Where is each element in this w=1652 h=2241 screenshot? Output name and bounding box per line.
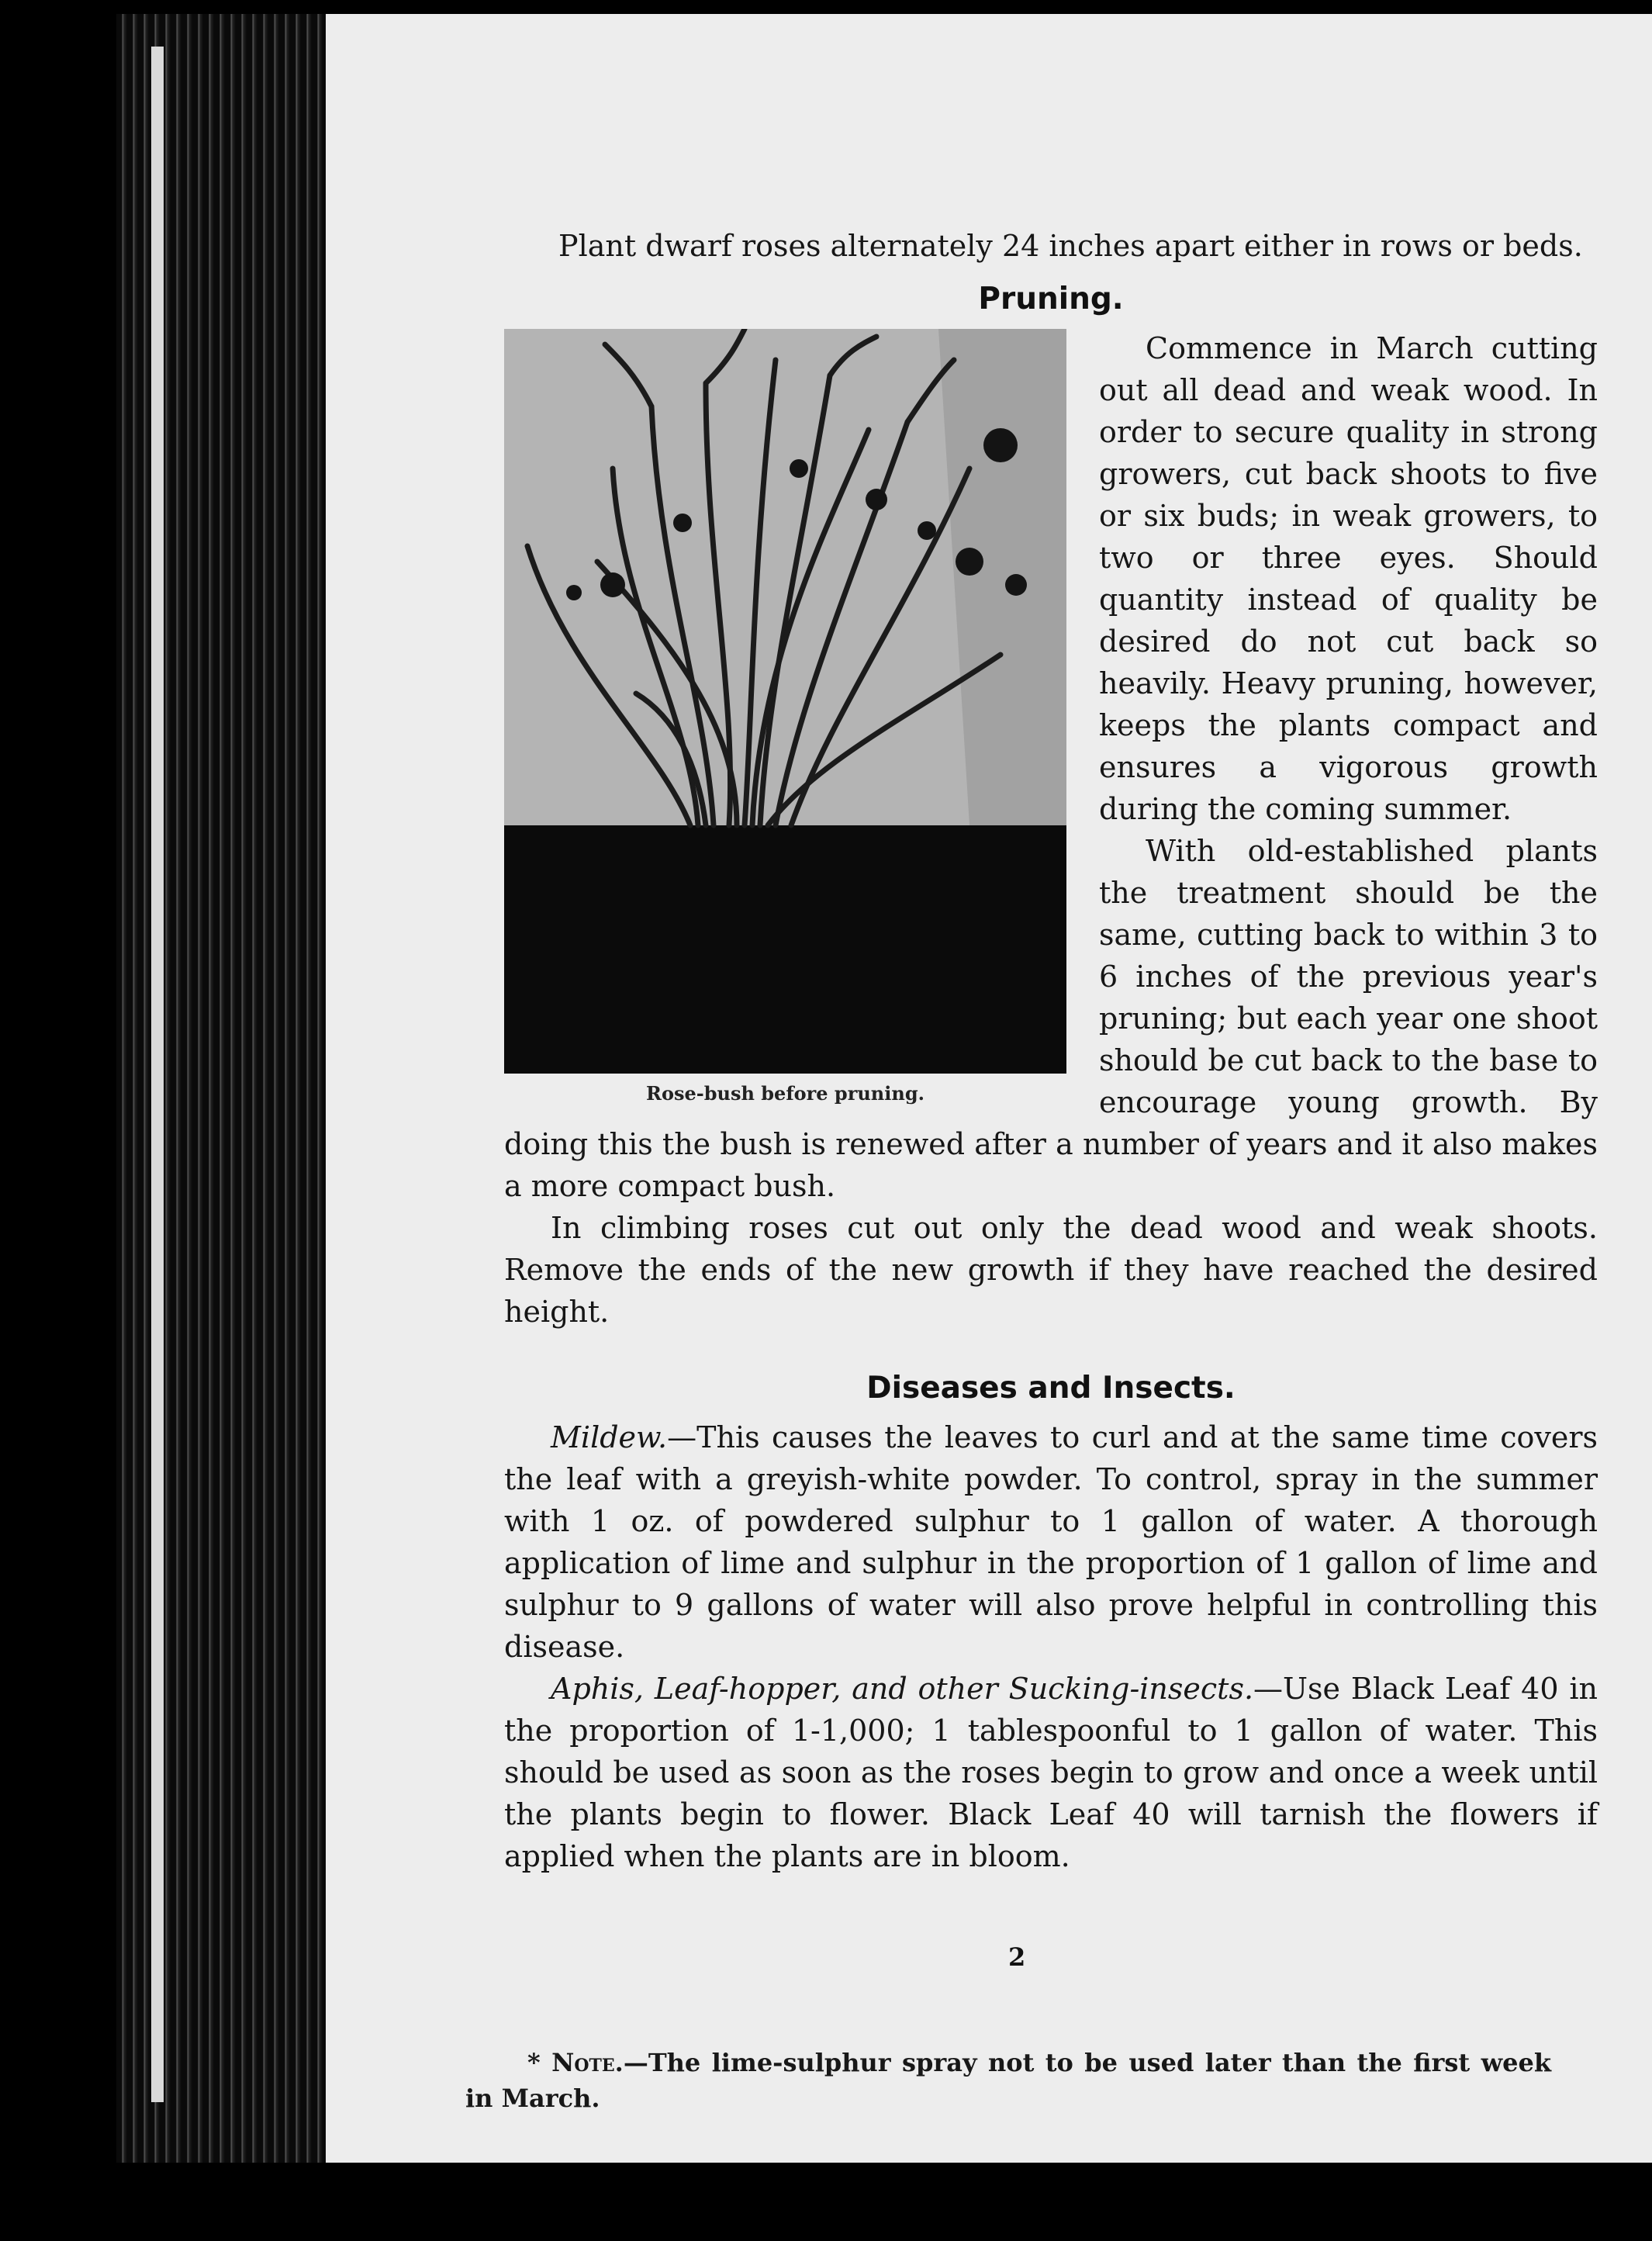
footnote-marker: * [527, 2048, 552, 2077]
book-edge-highlight [151, 47, 164, 2102]
footnote [465, 2045, 1551, 2116]
intro-paragraph: Plant dwarf roses alternately 24 inches apart either in rows or beds. [558, 229, 1583, 263]
aphis-text: —Use Black Leaf 40 in the proportion of 1-1,000; 1 tablespoonful to 1 gallon of water. This should be used as soon as the roses begin to grow and once a week until the plants begin to flower. Black Leaf 40 will tarnish the flowers if applied when the plants are in bloom. [504, 1672, 1598, 1873]
rose-bush-photo [504, 329, 1066, 1074]
footnote-body: —The lime-sulphur spray not to be used later than the first week in March. [465, 2048, 1552, 2113]
aphis-paragraph [504, 1668, 1598, 1877]
pruning-paragraph-1: Commence in March cutting out all dead and weak wood. In order to secure quality in strong growers, cut back shoots to five or six buds; in weak growers, to two or three eyes. Should quantity instead of quality be desired do not cut back so heavily. Heavy pruning, however, keeps the plants compact and ensures a vigorous growth during the coming summer. [1099, 331, 1598, 826]
book-page-edges [116, 14, 334, 2163]
figure-caption: Rose-bush before pruning. [646, 1082, 924, 1105]
footnote-label: Note. [551, 2048, 624, 2077]
mildew-title: Mildew. [551, 1420, 668, 1454]
pruning-paragraph-3: In climbing roses cut out only the dead wood and weak shoots. Remove the ends of the new growth if they have reached the desired height. [504, 1211, 1598, 1329]
pruning-heading: Pruning. [978, 282, 1124, 316]
pruning-paragraph-2: With old-established plants the treatment should be the same, cutting back to within 3 to 6 inches of the previous year's pruning; but each year one shoot should be cut back to the base to encourage young growth. By doing this the bush is renewed after a number of years and it also makes a more compact bush. [504, 834, 1598, 1203]
mildew-paragraph [504, 1416, 1598, 1668]
mildew-text: —This causes the leaves to curl and at the same time covers the leaf with a greyish-white powder. To control, spray in the summer with 1 oz. of powdered sulphur to 1 gallon of water. A thorough application of lime and sulphur in the proportion of 1 gallon of lime and sulphur to 9 gallons of water will also prove helpful in controlling this disease. [504, 1420, 1598, 1664]
page-content [504, 225, 1598, 1877]
aphis-title: Aphis, Leaf-hopper, and other Sucking-insects. [551, 1672, 1254, 1706]
rose-bush-figure [504, 329, 1066, 1106]
diseases-heading: Diseases and Insects. [866, 1371, 1236, 1406]
page-number: 2 [1008, 1942, 1026, 1972]
footnote-text [465, 2045, 1551, 2116]
